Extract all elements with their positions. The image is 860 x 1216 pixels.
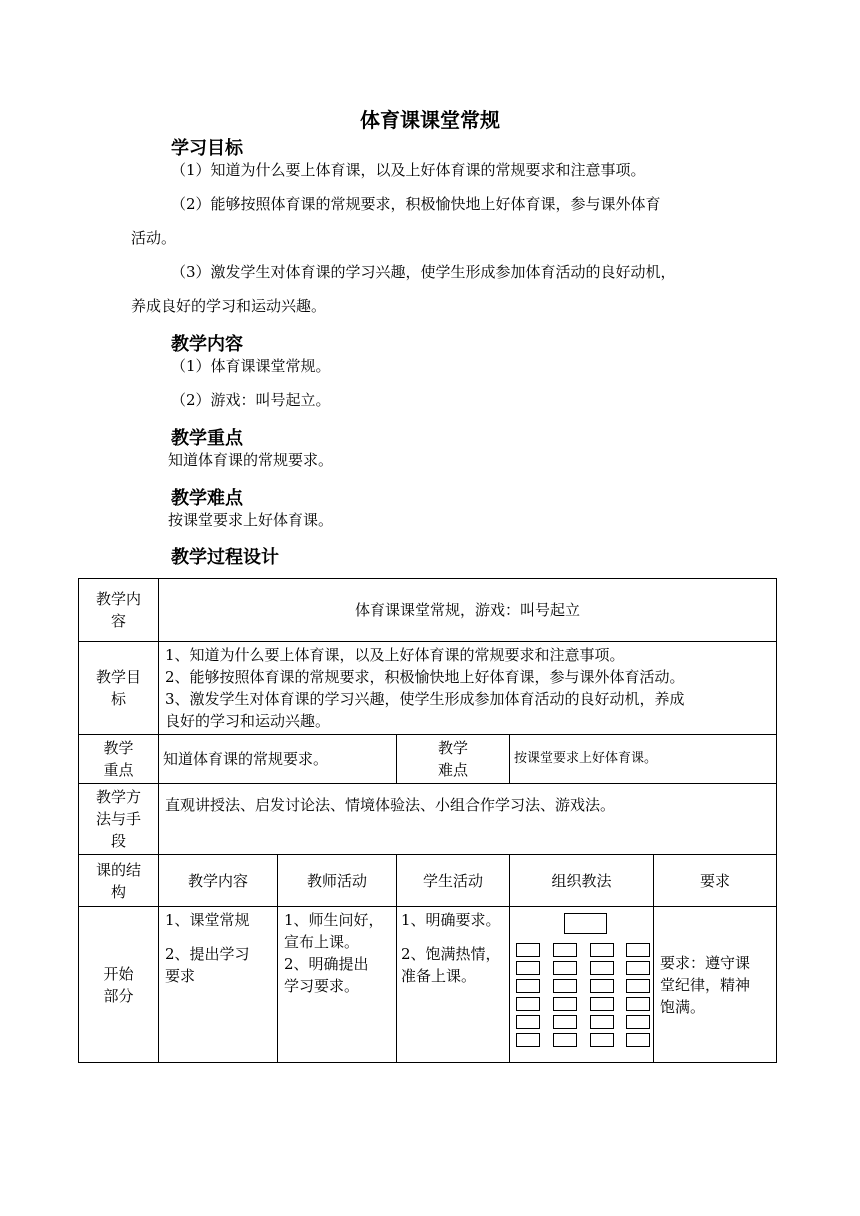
difficulties-heading: 教学难点 — [171, 488, 243, 509]
student-position — [626, 1033, 650, 1047]
key-points-heading: 教学重点 — [171, 428, 243, 449]
teacher-activity-cell: 1、师生问好， 宣布上课。 2、明确提出 学习要求。 — [278, 907, 397, 1063]
document-title: 体育课课堂常规 — [360, 108, 500, 132]
row-label-key-points: 教学 重点 — [79, 735, 159, 784]
process-heading: 教学过程设计 — [171, 547, 279, 568]
objective-line: 养成良好的学习和运动兴趣。 — [131, 297, 327, 315]
lesson-plan-table — [78, 578, 777, 1063]
student-position — [553, 961, 577, 975]
objective-line: （2）能够按照体育课的常规要求，积极愉快地上好体育课，参与课外体育 — [171, 195, 661, 213]
row-label-difficulties: 教学 难点 — [397, 735, 510, 784]
requirement-cell: 要求：遵守课 堂纪律，精神 饱满。 — [654, 907, 777, 1063]
formation-diagram — [514, 913, 650, 1053]
student-position — [626, 997, 650, 1011]
objective-item: 3、激发学生对体育课的学习兴趣，使学生形成参加体育活动的良好动机，养成 — [165, 690, 685, 708]
student-position — [516, 961, 540, 975]
objectives-cell — [159, 642, 777, 735]
student-position — [626, 979, 650, 993]
teacher-position — [564, 913, 607, 934]
opening-content-cell: 1、课堂常规 2、提出学习 要求 — [159, 907, 278, 1063]
objectives-heading: 学习目标 — [171, 138, 243, 159]
content-line: （1）体育课课堂常规。 — [171, 357, 331, 375]
student-position — [553, 1015, 577, 1029]
difficulties-text: 按课堂要求上好体育课。 — [168, 511, 334, 529]
student-position — [516, 1033, 540, 1047]
objective-item: 良好的学习和运动兴趣。 — [165, 712, 331, 730]
content-heading: 教学内容 — [171, 334, 243, 355]
student-position — [590, 979, 614, 993]
objective-line: 活动。 — [131, 229, 177, 247]
content-line: （2）游戏：叫号起立。 — [171, 391, 331, 409]
student-position — [516, 997, 540, 1011]
column-header: 教师活动 — [278, 855, 397, 907]
formation-cell — [510, 907, 654, 1063]
key-points-text: 知道体育课的常规要求。 — [168, 451, 334, 469]
student-position — [590, 997, 614, 1011]
student-position — [590, 961, 614, 975]
student-position — [626, 961, 650, 975]
difficulties-cell: 按课堂要求上好体育课。 — [510, 735, 777, 784]
student-position — [553, 979, 577, 993]
column-header: 要求 — [654, 855, 777, 907]
student-activity-cell: 1、明确要求。 2、饱满热情， 准备上课。 — [397, 907, 510, 1063]
column-header: 学生活动 — [397, 855, 510, 907]
student-position — [516, 979, 540, 993]
student-position — [626, 943, 650, 957]
key-points-cell: 知道体育课的常规要求。 — [159, 735, 397, 784]
row-label-opening: 开始 部分 — [79, 907, 159, 1063]
student-position — [590, 1015, 614, 1029]
student-position — [626, 1015, 650, 1029]
student-position — [553, 1033, 577, 1047]
student-position — [590, 943, 614, 957]
student-position — [553, 943, 577, 957]
student-position — [516, 1015, 540, 1029]
row-label-structure: 课的结 构 — [79, 855, 159, 907]
student-position — [590, 1033, 614, 1047]
student-position — [516, 943, 540, 957]
row-label-methods: 教学方 法与手 段 — [79, 784, 159, 855]
objective-item: 1、知道为什么要上体育课，以及上好体育课的常规要求和注意事项。 — [165, 646, 625, 664]
objective-line: （1）知道为什么要上体育课，以及上好体育课的常规要求和注意事项。 — [171, 161, 646, 179]
student-position — [553, 997, 577, 1011]
row-label-content: 教学内 容 — [79, 579, 159, 642]
column-header: 教学内容 — [159, 855, 278, 907]
row-label-objectives: 教学目 标 — [79, 642, 159, 735]
methods-cell: 直观讲授法、启发讨论法、情境体验法、小组合作学习法、游戏法。 — [159, 784, 777, 855]
objective-item: 2、能够按照体育课的常规要求，积极愉快地上好体育课，参与课外体育活动。 — [165, 668, 685, 686]
lesson-topic: 体育课课堂常规，游戏：叫号起立 — [159, 579, 777, 642]
objective-line: （3）激发学生对体育课的学习兴趣，使学生形成参加体育活动的良好动机， — [171, 263, 676, 281]
column-header: 组织教法 — [510, 855, 654, 907]
